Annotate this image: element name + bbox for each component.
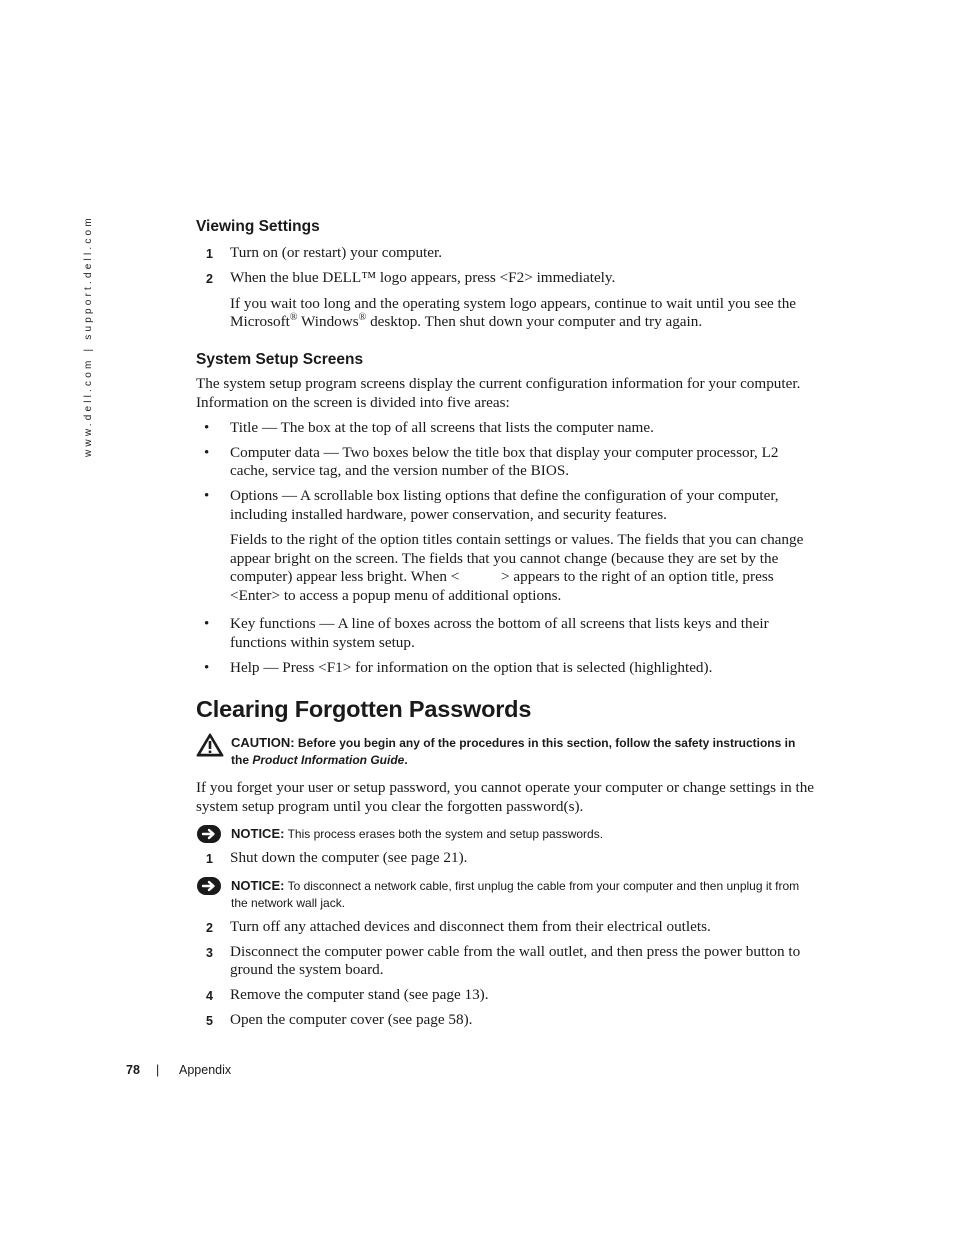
system-setup-heading: System Setup Screens bbox=[196, 351, 364, 369]
step-note bbox=[196, 295, 816, 333]
bullet-icon: • bbox=[204, 488, 210, 505]
caution-icon bbox=[196, 733, 224, 762]
side-url: www.dell.com | support.dell.com bbox=[83, 215, 94, 457]
bullet-text: Options — A scrollable box listing options that define the configuration of your computer, including installed hardware, power conservation, and security features. bbox=[230, 487, 779, 523]
viewing-settings-heading: Viewing Settings bbox=[196, 218, 320, 235]
step-text: When the blue DELL™ logo appears, press <F2> immediately. bbox=[230, 268, 616, 286]
registered-mark: ® bbox=[358, 312, 367, 324]
setup-intro: The system setup program screens display the current configuration information for your computer. Information on the screen is divided into five areas: bbox=[196, 375, 801, 411]
page-footer bbox=[126, 1063, 232, 1077]
page-number: 78 bbox=[126, 1063, 140, 1077]
notice-text: To disconnect a network cable, first unplug the cable from your computer and then unplug it from the network wall jack. bbox=[231, 878, 800, 910]
notice-label: NOTICE: bbox=[231, 825, 285, 841]
clearing-passwords-heading: Clearing Forgotten Passwords bbox=[196, 696, 532, 723]
notice-icon bbox=[196, 824, 222, 849]
list-item bbox=[196, 659, 816, 678]
clearing-intro: If you forget your user or setup password, you cannot operate your computer or change settings in the system setup program until you clear the forgotten password(s). bbox=[196, 779, 815, 816]
caution-text: Before you begin any of the procedures in this section, follow the safety instructions in the bbox=[231, 736, 796, 768]
list-item bbox=[196, 244, 816, 263]
bullet-text: Title — The box at the top of all screens that lists the computer name. bbox=[230, 418, 654, 436]
notice-icon bbox=[196, 876, 222, 901]
footer-separator: | bbox=[156, 1063, 160, 1077]
list-item bbox=[196, 269, 816, 288]
list-item bbox=[196, 615, 816, 653]
step-text: Turn off any attached devices and disconnect them from their electrical outlets. bbox=[230, 917, 711, 935]
notice-label: NOTICE: bbox=[231, 877, 285, 893]
bullet-icon: • bbox=[204, 615, 210, 632]
bullet-icon: • bbox=[204, 659, 210, 676]
caution-end: . bbox=[404, 753, 408, 768]
step-number: 1 bbox=[206, 247, 213, 261]
step-number: 3 bbox=[206, 945, 213, 960]
notice-note bbox=[196, 877, 816, 912]
step-text: Open the computer cover (see page 58). bbox=[230, 1010, 473, 1028]
caution-note bbox=[196, 734, 816, 769]
bullet-text: Help — Press <F1> for information on the option that is selected (highlighted). bbox=[230, 658, 713, 676]
bullet-text: Computer data — Two boxes below the title box that display your computer processor, L2 cache, service tag, and the version number of the BIOS. bbox=[230, 443, 779, 480]
list-item bbox=[196, 986, 816, 1005]
section-name: Appendix bbox=[179, 1063, 232, 1077]
note-text: Windows bbox=[297, 313, 359, 331]
notice-text: This process erases both the system and setup passwords. bbox=[284, 826, 604, 841]
page-content bbox=[196, 218, 816, 1030]
bullet-icon: • bbox=[204, 419, 210, 436]
step-number: 2 bbox=[206, 271, 213, 286]
note-text: If you wait too long and the operating system logo appears, continue to wait until you see the Microsoft bbox=[230, 294, 797, 331]
list-item bbox=[196, 419, 816, 438]
list-item bbox=[196, 444, 816, 482]
guide-title: Product Information Guide bbox=[252, 753, 405, 768]
step-text: Disconnect the computer power cable from the wall outlet, and then press the power button to ground the system board. bbox=[230, 942, 801, 979]
options-detail: Fields to the right of the option titles contain settings or values. The fields that you can change appear bright on the screen. The fields that you cannot change (because they are set by the computer) appear less bright. When < > appears to the right of an option title, press <Enter> to access a popup menu of additional options. bbox=[230, 530, 808, 605]
step-number: 5 bbox=[206, 1013, 213, 1028]
registered-mark: ® bbox=[289, 312, 298, 324]
step-number: 4 bbox=[206, 989, 213, 1004]
step-number: 2 bbox=[206, 920, 213, 935]
list-item bbox=[196, 918, 816, 937]
step-text: Remove the computer stand (see page 13). bbox=[230, 986, 489, 1004]
step-number: 1 bbox=[206, 851, 213, 866]
note-text: desktop. Then shut down your computer and try again. bbox=[366, 313, 703, 331]
step-text: Turn on (or restart) your computer. bbox=[230, 244, 443, 261]
bullet-text: Key functions — A line of boxes across the bottom of all screens that lists keys and their functions within system setup. bbox=[230, 614, 769, 651]
list-item bbox=[196, 487, 816, 525]
caution-label: CAUTION: bbox=[231, 735, 295, 751]
step-text: Shut down the computer (see page 21). bbox=[230, 848, 468, 866]
list-item bbox=[196, 943, 816, 981]
notice-note bbox=[196, 825, 816, 843]
bullet-icon: • bbox=[204, 444, 210, 461]
list-item bbox=[196, 849, 816, 868]
list-item bbox=[196, 1011, 816, 1030]
